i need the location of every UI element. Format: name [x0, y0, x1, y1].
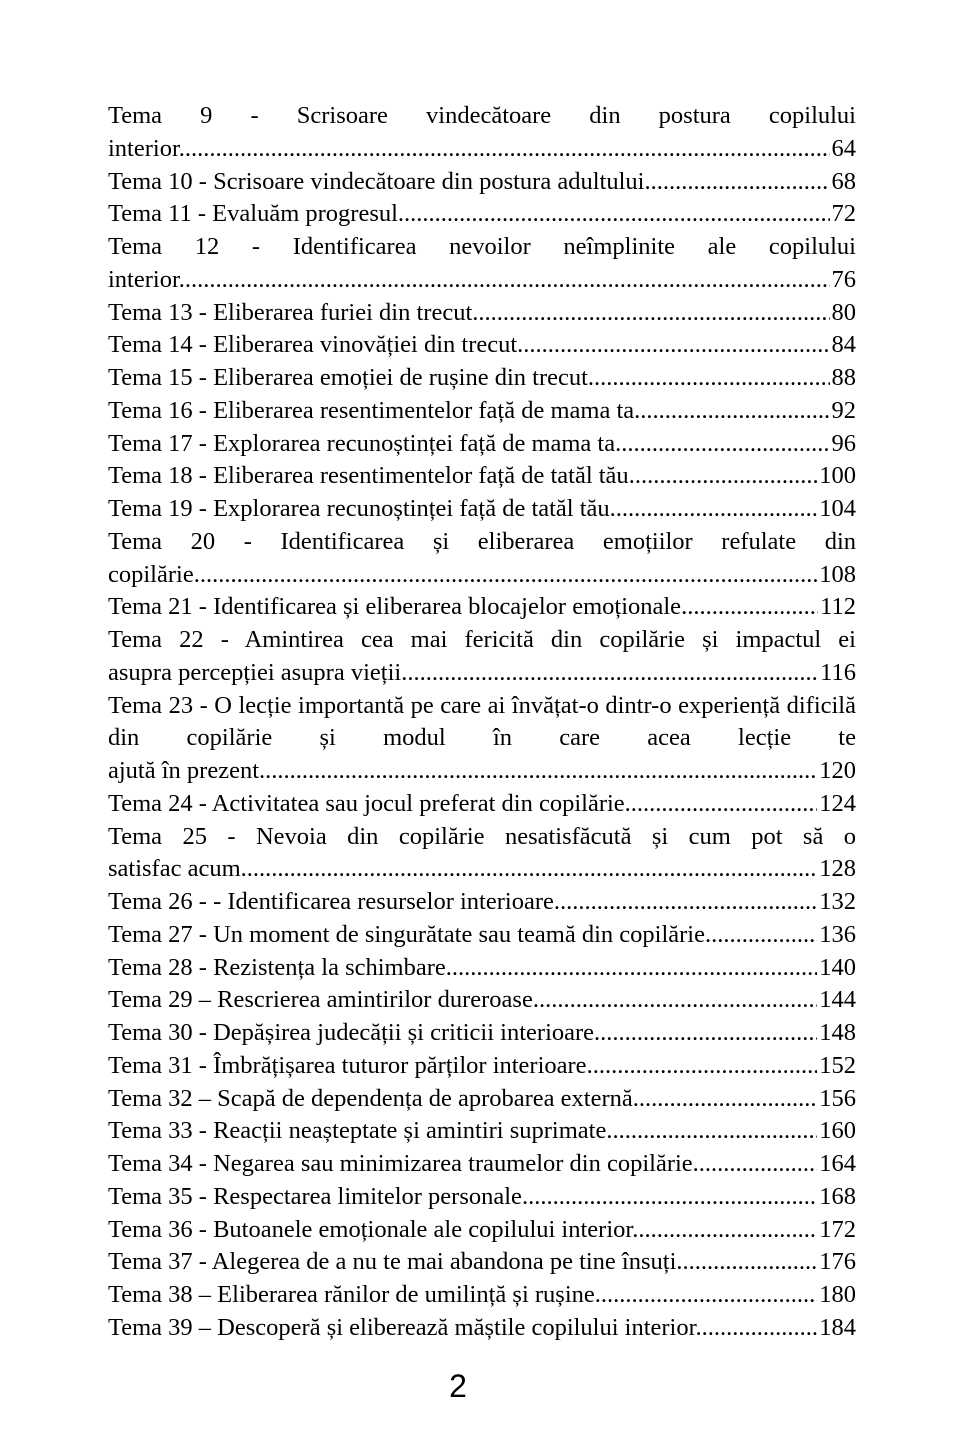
toc-entry-head-text: Tema 23 - O lecție importantă pe care ai învățat-o dintr-o experiență dificilă din copilărie și modul în care acea lecție te — [108, 691, 856, 752]
toc-entry-head-text: Tema 22 - Amintirea cea mai fericită din copilărie și impactul ei — [108, 626, 856, 653]
dot-leader — [517, 331, 856, 358]
dot-leader — [398, 200, 856, 227]
toc-entry-title: interior — [108, 134, 179, 162]
toc-entry-title: ajută în prezent — [108, 757, 260, 784]
toc-entry-page-number: 156 — [817, 1083, 856, 1116]
dot-leader — [179, 266, 856, 293]
dot-leader — [588, 364, 856, 391]
toc-entry-title: Tema 28 - Rezistența la schimbare — [108, 953, 446, 981]
toc-entry-title: Tema 24 - Activitatea sau jocul preferat din copilărie — [108, 789, 625, 817]
toc-entry-head-text: Tema 25 - Nevoia din copilărie nesatisfăcută și cum pot să o — [108, 822, 856, 850]
toc-entry-title: Tema 16 - Eliberarea resentimentelor față de mama ta — [108, 396, 635, 424]
toc-entry-last-line — [108, 493, 856, 526]
toc-entry — [108, 297, 856, 330]
toc-entry-last-line — [108, 886, 856, 919]
toc-entry-title: Tema 37 - Alegerea de a nu te mai abandona pe tine însuți — [108, 1248, 677, 1276]
toc-entry — [108, 788, 856, 821]
toc-entry-title: Tema 10 - Scrisoare vindecătoare din postura adultului — [108, 167, 645, 195]
toc-entry-title: interior — [108, 265, 179, 293]
toc-entry-page-number: 184 — [817, 1312, 856, 1345]
toc-entry-last-line — [108, 1312, 856, 1345]
toc-entry-last-line — [108, 853, 856, 886]
toc-entry-head-text: Tema 12 - Identificarea nevoilor neîmplinite ale copilului — [108, 233, 856, 260]
toc-entry-last-line — [108, 919, 856, 952]
toc-entry-last-line — [108, 984, 856, 1017]
toc-entry-last-line — [108, 133, 856, 166]
dot-leader — [634, 397, 856, 424]
toc-entry — [108, 1181, 856, 1214]
toc-entry-page-number: 108 — [817, 559, 856, 592]
toc-entry — [108, 1279, 856, 1312]
toc-entry-title: Tema 13 - Eliberarea furiei din trecut — [108, 298, 473, 326]
toc-entry-last-line — [108, 952, 856, 985]
toc-entry — [108, 100, 856, 166]
toc-entry-last-line — [108, 198, 856, 231]
toc-entry — [108, 493, 856, 526]
toc-entry — [108, 198, 856, 231]
toc-entry-page-number: 112 — [818, 591, 856, 624]
toc-entry — [108, 231, 856, 297]
toc-entry — [108, 362, 856, 395]
toc-entry-last-line — [108, 755, 856, 788]
toc-entry-title: Tema 15 - Eliberarea emoției de rușine din trecut — [108, 364, 588, 391]
toc-entry-last-line — [108, 395, 856, 428]
toc-entry — [108, 329, 856, 362]
toc-entry-page-number: 164 — [817, 1148, 856, 1181]
toc-entry — [108, 166, 856, 199]
toc-entry-title: Tema 31 - Îmbrățișarea tuturor părților interioare — [108, 1051, 587, 1079]
toc-entry — [108, 460, 856, 493]
toc-entry-title: Tema 30 - Depășirea judecății și criticii interioare — [108, 1019, 595, 1046]
toc-entry — [108, 395, 856, 428]
toc-entry-title: Tema 27 - Un moment de singurătate sau teamă din copilărie — [108, 920, 705, 948]
toc-entry-page-number: 88 — [830, 362, 857, 395]
toc-entry — [108, 1115, 856, 1148]
dot-leader — [615, 430, 856, 457]
toc-entry — [108, 526, 856, 592]
toc-entry-title: Tema 38 – Eliberarea rănilor de umilință și rușine — [108, 1281, 595, 1308]
toc-entry-last-line — [108, 657, 856, 690]
toc-entry — [108, 886, 856, 919]
toc-entry-page-number: 148 — [817, 1017, 856, 1050]
toc-entry-last-line — [108, 329, 856, 362]
toc-entry-last-line — [108, 1148, 856, 1181]
toc-entry — [108, 1246, 856, 1279]
toc-entry-last-line — [108, 297, 856, 330]
dot-leader — [644, 168, 856, 195]
toc-entry-title: Tema 14 - Eliberarea vinovăției din trecut — [108, 331, 518, 359]
toc-entry-title: Tema 34 - Negarea sau minimizarea traumelor din copilărie — [108, 1150, 693, 1177]
toc-entry-last-line — [108, 1017, 856, 1050]
toc-entry-page-number: 72 — [830, 198, 857, 231]
toc-entry-title: copilărie — [108, 560, 194, 588]
toc-entry-page-number: 180 — [817, 1279, 856, 1312]
toc-entry — [108, 984, 856, 1017]
page-number-footer: 2 — [449, 1368, 467, 1404]
toc-entry — [108, 591, 856, 624]
toc-entry-page-number: 160 — [817, 1115, 856, 1148]
toc-entry-title: Tema 33 - Reacții neașteptate și amintiri suprimate — [108, 1117, 607, 1145]
toc-entry-page-number: 68 — [830, 166, 857, 199]
toc-entry — [108, 690, 856, 788]
toc-entry-last-line — [108, 1050, 856, 1083]
toc-entry-page-number: 144 — [817, 984, 856, 1017]
toc-entry-title: Tema 19 - Explorarea recunoștinței față de tatăl tău — [108, 495, 610, 522]
toc-entry — [108, 1083, 856, 1116]
dot-leader — [522, 1183, 856, 1210]
toc-entry-page-number: 64 — [830, 133, 857, 166]
toc-entry-last-line — [108, 1214, 856, 1247]
toc-entry-last-line — [108, 1115, 856, 1148]
toc-entry — [108, 1017, 856, 1050]
toc-entry-page-number: 136 — [817, 919, 856, 952]
toc-entry-title: Tema 39 – Descoperă și eliberează măștile copilului interior — [108, 1313, 696, 1341]
toc-entry-title: Tema 29 – Rescrierea amintirilor dureroase — [108, 986, 533, 1014]
dot-leader — [194, 561, 856, 588]
toc-entry-title: satisfac acum — [108, 855, 241, 883]
toc-entry — [108, 1312, 856, 1345]
toc-entry-page-number: 80 — [830, 297, 857, 330]
toc-entry-page-number: 176 — [817, 1246, 856, 1279]
toc-entry-title: Tema 35 - Respectarea limitelor personale — [108, 1182, 522, 1210]
dot-leader — [446, 954, 856, 981]
toc-entry-page-number: 168 — [817, 1181, 856, 1214]
toc-entry-page-number: 124 — [817, 788, 856, 821]
toc-entry-title: Tema 32 – Scapă de dependența de aprobarea externă — [108, 1084, 633, 1112]
toc-entry-title: Tema 11 - Evaluăm progresul — [108, 200, 398, 228]
toc-entry-page-number: 84 — [830, 329, 857, 362]
dot-leader — [401, 659, 856, 686]
toc-entry-page-number: 96 — [830, 428, 857, 461]
toc-entry-last-line — [108, 460, 856, 493]
toc-entry-title: Tema 17 - Explorarea recunoștinței față de mama ta — [108, 429, 616, 457]
toc-entry-head-text: Tema 20 - Identificarea și eliberarea emoțiilor refulate din — [108, 527, 856, 555]
toc-entry-page-number: 172 — [817, 1214, 856, 1247]
toc-entry-page-number: 140 — [817, 952, 856, 985]
toc-entry-page-number: 152 — [817, 1050, 856, 1083]
toc-entry — [108, 1050, 856, 1083]
toc-entry-head-text: Tema 9 - Scrisoare vindecătoare din postura copilului — [108, 102, 856, 129]
toc-entry-page-number: 120 — [817, 755, 856, 788]
dot-leader — [472, 299, 856, 326]
dot-leader — [554, 888, 856, 915]
dot-leader — [179, 135, 856, 162]
toc-entry-page-number: 92 — [830, 395, 857, 428]
toc-entry — [108, 624, 856, 690]
dot-leader — [241, 855, 856, 882]
toc-entry-page-number: 116 — [818, 657, 856, 690]
toc-entry-last-line — [108, 362, 856, 395]
toc-entry — [108, 952, 856, 985]
toc-list — [108, 100, 856, 1345]
toc-entry-last-line — [108, 1083, 856, 1116]
toc-entry-page-number: 132 — [817, 886, 856, 919]
toc-entry-title: Tema 26 - - Identificarea resurselor interioare — [108, 888, 554, 915]
toc-entry-last-line — [108, 1246, 856, 1279]
toc-entry-title: Tema 21 - Identificarea și eliberarea blocajelor emoționale — [108, 593, 682, 621]
toc-entry-title: Tema 18 - Eliberarea resentimentelor față de tatăl tău — [108, 462, 629, 490]
toc-entry-last-line — [108, 1279, 856, 1312]
toc-entry-last-line — [108, 166, 856, 199]
dot-leader — [587, 1052, 856, 1079]
toc-entry-last-line — [108, 559, 856, 592]
toc-entry-title: asupra percepției asupra vieții — [108, 658, 402, 686]
toc-entry — [108, 1214, 856, 1247]
toc-entry — [108, 919, 856, 952]
toc-entry-last-line — [108, 264, 856, 297]
toc-entry-page-number: 100 — [817, 460, 856, 493]
dot-leader — [533, 986, 856, 1013]
toc-entry-page-number: 76 — [830, 264, 857, 297]
toc-entry-title: Tema 36 - Butoanele emoționale ale copilului interior — [108, 1215, 633, 1243]
toc-entry-page-number: 128 — [817, 853, 856, 886]
toc-entry-last-line — [108, 591, 856, 624]
toc-entry-page-number: 104 — [817, 493, 856, 526]
toc-entry — [108, 1148, 856, 1181]
toc-entry — [108, 821, 856, 887]
toc-entry — [108, 428, 856, 461]
toc-entry-last-line — [108, 428, 856, 461]
dot-leader — [259, 757, 856, 784]
toc-entry-last-line — [108, 788, 856, 821]
toc-entry-last-line — [108, 1181, 856, 1214]
